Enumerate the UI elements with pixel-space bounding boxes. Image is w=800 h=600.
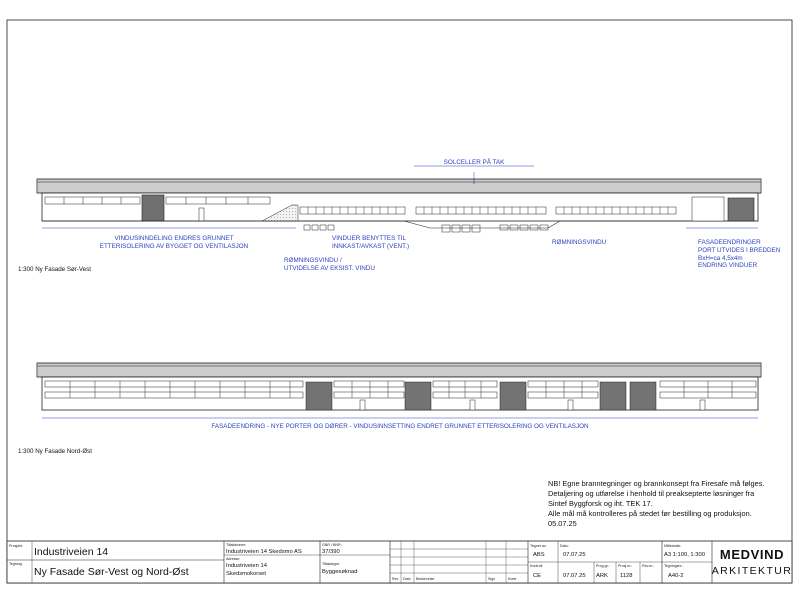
view-label-north-east: 1:300 Ny Fasade Nord-Øst [18, 448, 92, 455]
scale-label: Målestokk: [664, 544, 682, 548]
drawn-value: ABS [533, 552, 545, 558]
annotation-solar: SOLCELLER PÅ TAK [443, 159, 505, 166]
firm-logo-top: MEDVIND [719, 547, 785, 562]
sheet-border [7, 20, 792, 583]
sw-roof [37, 179, 761, 193]
ne-port-2 [405, 382, 431, 410]
ne-port-5 [630, 382, 656, 410]
note-line-5: 05.07.25 [548, 519, 577, 528]
note-line-4: Alle mål må kontrolleres på stedet før bestilling og produksjon. [548, 509, 752, 518]
profession-label: Prog.gr.: [596, 564, 610, 568]
type-label: Tiltakstype: [322, 562, 341, 566]
rev-no-label: Rev.nr.: [642, 564, 655, 568]
project-no-value: 1128 [620, 573, 633, 579]
annotation-facade-1: FASADEENDRINGER [698, 239, 761, 246]
ne-roof [37, 363, 761, 377]
firm-logo-bottom: ARKITEKTUR [711, 565, 793, 577]
annotation-ne-facade-change: FASADEENDRING - NYE PORTER OG DØRER - VINDUSINNSETTING ENDRET GRUNNET ETTERISOLERING OG VENTILASJON [211, 423, 589, 430]
date-value-2: 07.07.25 [563, 573, 586, 579]
scale-value: A3 1:100, 1:300 [664, 552, 705, 558]
annotation-vent-2: INNKAST/AVKAST (VENT.) [332, 243, 410, 250]
type-value: Byggesøknad [322, 569, 358, 575]
sw-lower-windows [304, 225, 548, 232]
owner-label: Tiltakshaver: [226, 543, 247, 547]
rev-header-date: Dato [403, 577, 411, 581]
annotation-facade-4: ENDRING VINDUER [698, 262, 758, 269]
elevation-south-west [37, 166, 761, 232]
note-line-3: Sintef Byggforsk og iht. TEK 17. [548, 499, 653, 508]
gnr-value: 37/390 [322, 549, 340, 555]
annotation-vent-1: VINDUER BENYTTES TIL [332, 235, 407, 242]
sw-ground-line [42, 221, 758, 228]
rev-header-control: Kontr [508, 577, 517, 581]
date-value-1: 07.07.25 [563, 552, 586, 558]
annotation-escape-window: RØMNINGSVINDU [552, 239, 607, 246]
title-block [7, 541, 792, 583]
annotation-escape-sw-1: RØMNINGSVINDU / [284, 257, 342, 264]
annotation-escape-sw-2: UTVIDELSE AV EKSIST. VINDU [284, 265, 375, 272]
drawn-label: Tegnet av: [530, 544, 547, 548]
ne-port-1 [306, 382, 332, 410]
rev-header-sign: Sign [488, 577, 496, 581]
ne-door-4 [700, 400, 705, 410]
control-label: Kontroll: [530, 564, 544, 568]
address-line-1: Industriveien 14 [226, 563, 267, 569]
view-label-south-west: 1:300 Ny Fasade Sør-Vest [18, 266, 91, 273]
rev-header-rev: Rev [392, 577, 399, 581]
annotation-facade-3: BxH=ca 4,5x4m [698, 255, 743, 262]
address-line-2: Skedsmokorset [226, 571, 266, 577]
ne-port-4 [600, 382, 626, 410]
profession-value: ARK [596, 573, 608, 579]
note-line-2: Detaljering og utførelse i henhold til preaksepterte løsninger fra [548, 489, 755, 498]
owner-value: Industriveien 14 Skedsmo AS [226, 549, 302, 555]
ne-port-3 [500, 382, 526, 410]
sw-door-small [199, 208, 204, 221]
sw-port-right [728, 198, 754, 221]
ne-door-1 [360, 400, 365, 410]
drawing-name: Ny Fasade Sør-Vest og Nord-Øst [34, 566, 189, 578]
gnr-label: GNR / BNR: [322, 543, 342, 547]
project-no-label: Prosj.nr.: [618, 564, 633, 568]
drawing-no-value: A40-2 [668, 573, 684, 579]
address-label: Adresse: [226, 557, 241, 561]
drawing-label: Tegning: [9, 562, 23, 566]
ne-door-2 [470, 400, 475, 410]
annotation-facade-2: PORT UTVIDES I BREDDEN [698, 247, 781, 254]
date-label: Dato: [560, 544, 569, 548]
elevation-north-east [37, 363, 761, 418]
drawing-no-label: Tegningsnr.: [664, 564, 684, 568]
annotation-window-division-2: ETTERISOLERING AV BYGGET OG VENTILASJON [99, 243, 249, 250]
project-label: Prosjekt: [9, 544, 23, 548]
sw-port-left [142, 195, 164, 221]
note-line-1: NB! Egne branntegninger og brannkonsept fra Firesafe må følges. [548, 479, 765, 488]
rev-header-description: Beskrivelse [416, 577, 435, 581]
ne-door-3 [568, 400, 573, 410]
project-name: Industriveien 14 [34, 546, 109, 558]
annotation-window-division-1: VINDUSINNDELING ENDRES GRUNNET [114, 235, 234, 242]
control-value: CE [533, 573, 542, 579]
general-note [548, 479, 765, 528]
sw-right-block [692, 197, 724, 221]
